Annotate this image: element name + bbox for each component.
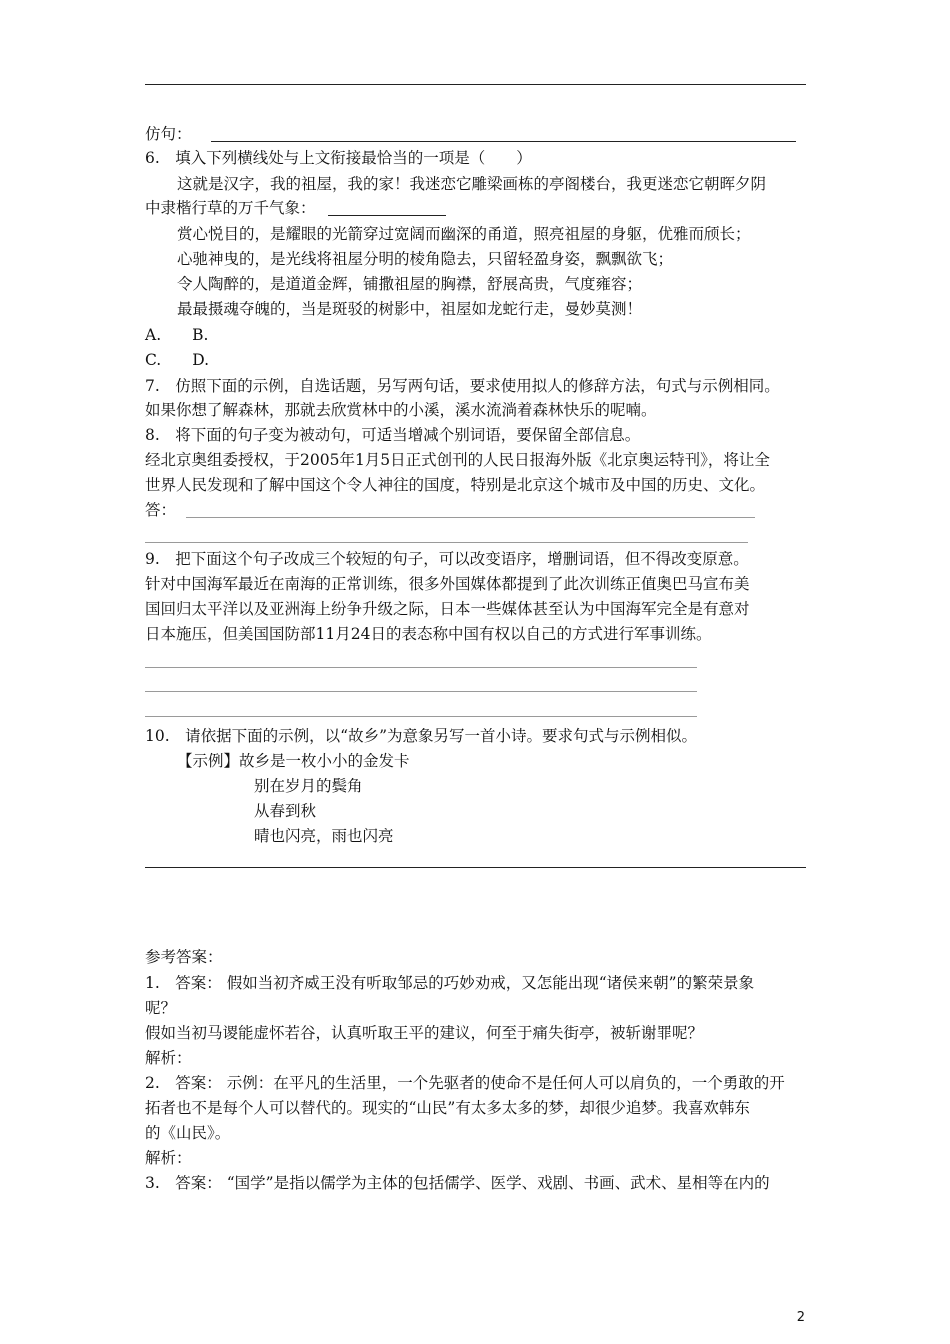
q10-answer-line [145, 867, 806, 868]
q8-passage-line-1: 经北京奥组委授权，于2005年1月5日正式创刊的人民日报海外版《北京奥运特刊》，将让全 [145, 451, 770, 469]
q6-passage-line-1: 这就是汉字，我的祖屋，我的家！我迷恋它雕梁画栋的亭阁楼台，我更迷恋它朝晖夕阴 [177, 175, 767, 193]
question-10: 10. 请依据下面的示例，以“故乡”为意象另写一首小诗。要求句式与示例相似。 [145, 727, 698, 745]
q6-fill-blank [328, 215, 446, 216]
q7-example: 如果你想了解森林，那就去欣赏林中的小溪，溪水流淌着森林快乐的呢喃。 [145, 401, 657, 419]
imitate-label: 仿句： [145, 125, 192, 143]
answer-line-top [145, 84, 806, 85]
q10-example-line-4: 晴也闪亮，雨也闪亮 [254, 827, 394, 845]
answer-2-line-2: 拓者也不是每个人可以替代的。现实的“山民”有太多太多的梦，却很少追梦。我喜欢韩东 [145, 1099, 750, 1117]
q6-sentence-1: 赏心悦目的，是耀眼的光箭穿过宽阔而幽深的甬道，照亮祖屋的身躯，优雅而颀长； [177, 225, 751, 243]
q6-options-cd: C. D. [145, 351, 210, 369]
q9-answer-line-3 [145, 716, 697, 717]
q10-example-line-3: 从春到秋 [254, 802, 317, 820]
q10-example-line-2: 别在岁月的鬓角 [254, 777, 363, 795]
q8-passage-line-2: 世界人民发现和了解中国这个令人神往的国度，特别是北京这个城市及中国的历史、文化。 [145, 476, 766, 494]
question-7: 7. 仿照下面的示例，自选话题，另写两句话，要求使用拟人的修辞方法，句式与示例相同。 [145, 377, 780, 395]
q9-answer-line-1 [145, 667, 697, 668]
imitate-answer-line [211, 141, 796, 142]
answer-1-line-2: 呢？ [145, 999, 177, 1017]
answer-2-analysis: 解析： [145, 1149, 192, 1167]
page-number: 2 [796, 1310, 805, 1325]
answer-1-line-3: 假如当初马谡能虚怀若谷，认真听取王平的建议，何至于痛失街亭，被斩谢罪呢？ [145, 1024, 704, 1042]
q6-sentence-2: 心驰神曳的，是光线将祖屋分明的棱角隐去，只留轻盈身姿，飘飘欲飞； [177, 250, 674, 268]
answer-1-analysis: 解析： [145, 1049, 192, 1067]
question-8: 8. 将下面的句子变为被动句，可适当增减个别词语，要保留全部信息。 [145, 426, 641, 444]
answer-1-line-1: 1. 答案： 假如当初齐威王没有听取邹忌的巧妙劝戒，又怎能出现“诸侯来朝”的繁荣景象 [145, 974, 755, 992]
q6-sentence-4: 最最摄魂夺魄的，当是斑驳的树影中，祖屋如龙蛇行走，曼妙莫测！ [177, 300, 643, 318]
q8-answer-label: 答： [145, 501, 177, 519]
q6-sentence-3: 令人陶醉的，是道道金辉，铺撒祖屋的胸襟，舒展高贵，气度雍容； [177, 275, 643, 293]
q6-passage-line-2: 中隶楷行草的万千气象： [145, 199, 316, 217]
q9-passage-line-1: 针对中国海军最近在南海的正常训练，很多外国媒体都提到了此次训练正值奥巴马宣布美 [145, 575, 750, 593]
reference-answers-heading: 参考答案： [145, 948, 223, 966]
answer-2-line-1: 2. 答案： 示例：在平凡的生活里，一个先驱者的使命不是任何人可以肩负的，一个勇敢的开 [145, 1074, 785, 1092]
q9-passage-line-2: 国回归太平洋以及亚洲海上纷争升级之际，日本一些媒体甚至认为中国海军完全是有意对 [145, 600, 750, 618]
answer-3-line-1: 3. 答案： “国学”是指以儒学为主体的包括儒学、医学、戏剧、书画、武术、星相等在内的 [145, 1174, 770, 1192]
question-9: 9. 把下面这个句子改成三个较短的句子，可以改变语序，增删词语，但不得改变原意。 [145, 550, 749, 568]
q6-options-ab: A. B. [145, 326, 209, 344]
answer-2-line-3: 的《山民》。 [145, 1124, 231, 1142]
q10-example-line-1: 【示例】故乡是一枚小小的金发卡 [177, 752, 410, 770]
q9-passage-line-3: 日本施压，但美国国防部11月24日的表态称中国有权以自己的方式进行军事训练。 [145, 625, 712, 643]
q8-answer-line-2 [145, 542, 748, 543]
q9-answer-line-2 [145, 691, 697, 692]
question-6: 6. 填入下列横线处与上文衔接最恰当的一项是（ ） [145, 149, 532, 167]
q8-answer-line-1 [186, 517, 755, 518]
